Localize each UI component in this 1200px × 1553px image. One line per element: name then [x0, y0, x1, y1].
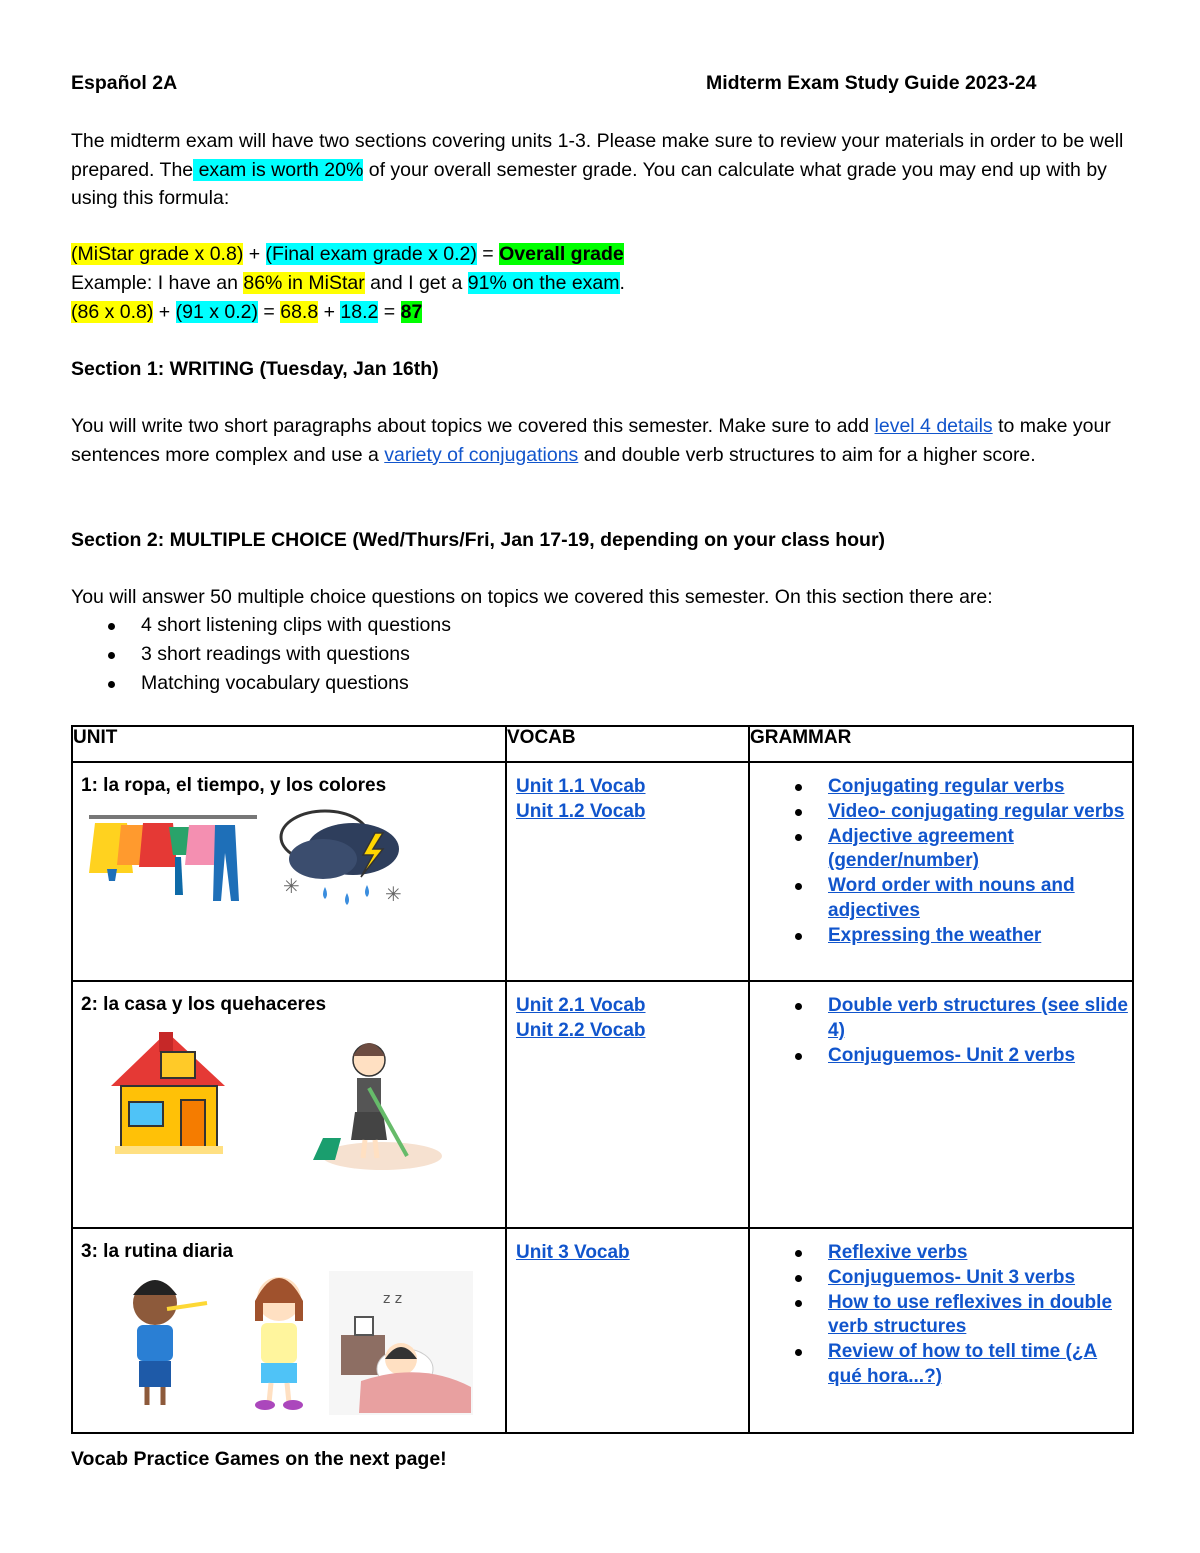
unit-3-vocab-link[interactable]: Unit 3 Vocab — [516, 1242, 630, 1263]
video-conjugating-link[interactable]: Video- conjugating regular verbs — [828, 800, 1125, 822]
list-item — [750, 825, 1132, 875]
word-order-link[interactable]: Word order with nouns and adjectives — [828, 875, 1075, 921]
conjuguemos-unit-2-link[interactable]: Conjuguemos- Unit 2 verbs — [828, 1044, 1076, 1066]
example-line: Example: I have an 86% in MiStar and I get a 91% on the exam. — [71, 272, 625, 294]
list-item — [750, 1291, 1132, 1341]
unit-1-1-vocab-link[interactable]: Unit 1.1 Vocab — [516, 776, 646, 797]
units-table — [71, 725, 1134, 1434]
house-and-chores-illustration — [107, 1028, 447, 1178]
guide-title: Midterm Exam Study Guide 2023-24 — [706, 72, 1037, 94]
header-unit: UNIT — [72, 726, 506, 762]
level-4-details-link[interactable]: level 4 details — [874, 415, 993, 437]
table-row — [72, 981, 1133, 1228]
unit-2-grammar-cell — [749, 981, 1133, 1228]
list-item: Matching vocabulary questions — [98, 669, 451, 698]
unit-1-cell — [72, 762, 506, 981]
boy-brushing-teeth-image — [133, 1280, 207, 1405]
header-grammar: GRAMMAR — [749, 726, 1133, 762]
unit-2-vocab-cell — [506, 981, 749, 1228]
list-item: 4 short listening clips with questions — [98, 611, 451, 640]
tell-time-link[interactable]: Review of how to tell time (¿A qué hora...?) — [828, 1341, 1098, 1387]
table-header-row — [72, 726, 1133, 762]
svg-text:z z: z z — [383, 1291, 403, 1307]
list-item — [750, 924, 1132, 949]
girl-sweeping-image — [313, 1043, 442, 1170]
unit-2-1-vocab-link[interactable]: Unit 2.1 Vocab — [516, 995, 646, 1016]
adjective-agreement-link[interactable]: Adjective agreement (gender/number) — [828, 825, 1014, 872]
header-vocab: VOCAB — [506, 726, 749, 762]
list-item — [750, 994, 1132, 1044]
unit-3-title: 3: la rutina diaria — [81, 1241, 234, 1262]
list-item — [750, 1044, 1132, 1069]
clothes-and-weather-illustration — [85, 803, 425, 913]
variety-of-conjugations-link[interactable]: variety of conjugations — [384, 443, 579, 466]
unit-1-title: 1: la ropa, el tiempo, y los colores — [81, 775, 387, 796]
list-item: 3 short readings with questions — [98, 640, 451, 669]
list-item — [750, 775, 1132, 800]
unit-2-title: 2: la casa y los quehaceres — [81, 994, 327, 1015]
footer-note: Vocab Practice Games on the next page! — [71, 1448, 447, 1470]
conjuguemos-unit-3-link[interactable]: Conjuguemos- Unit 3 verbs — [828, 1266, 1076, 1288]
child-sleeping-image — [329, 1271, 473, 1415]
list-item — [750, 800, 1132, 825]
table-row — [72, 1228, 1133, 1433]
svg-text:✳: ✳ — [283, 874, 300, 898]
daily-routine-illustration — [111, 1269, 481, 1417]
unit-2-2-vocab-link[interactable]: Unit 2.2 Vocab — [516, 1019, 646, 1041]
reflexive-verbs-link[interactable]: Reflexive verbs — [828, 1242, 968, 1263]
unit-3-cell — [72, 1228, 506, 1433]
table-row — [72, 762, 1133, 981]
formula-line: (MiStar grade x 0.8) + (Final exam grade x 0.2) = Overall grade — [71, 243, 624, 265]
list-item — [750, 1340, 1132, 1390]
course-title: Español 2A — [71, 72, 178, 94]
section1-paragraph: You will write two short paragraphs about topics we covered this semester. Make sure to add level 4 details to make your sentences more complex and use a variety of conjugations and double verb structures to aim for a higher score. — [71, 415, 1111, 466]
list-item — [750, 874, 1132, 924]
list-item — [750, 1241, 1132, 1266]
unit-2-cell — [72, 981, 506, 1228]
reflexives-double-verb-link[interactable]: How to use reflexives in double verb structures — [828, 1291, 1113, 1338]
section2-heading: Section 2: MULTIPLE CHOICE (Wed/Thurs/Fri, Jan 17-19, depending on your class hour) — [71, 529, 886, 551]
unit-1-2-vocab-link[interactable]: Unit 1.2 Vocab — [516, 800, 646, 822]
intro-paragraph: The midterm exam will have two sections covering units 1-3. Please make sure to review your materials in order to be well prepared. The exam is worth 20% of your overall semester grade. You can calculate what grade you may end up with by using this formula: — [71, 130, 1124, 209]
worth-highlight: exam is worth 20% — [193, 158, 364, 181]
conjugating-regular-verbs-link[interactable]: Conjugating regular verbs — [828, 776, 1065, 797]
section2-bullets — [98, 611, 451, 698]
svg-text:✳: ✳ — [385, 882, 402, 906]
double-verb-structures-link[interactable]: Double verb structures (see slide 4) — [828, 995, 1128, 1041]
storm-cloud-image — [281, 811, 402, 906]
section2-paragraph: You will answer 50 multiple choice questions on topics we covered this semester. On this section there are: — [71, 586, 993, 608]
house-image — [111, 1032, 225, 1154]
expressing-weather-link[interactable]: Expressing the weather — [828, 924, 1042, 946]
unit-1-grammar-cell — [749, 762, 1133, 981]
overall-grade-label: Overall grade — [499, 243, 624, 265]
clothes-rack-image — [89, 817, 257, 901]
list-item — [750, 1266, 1132, 1291]
girl-waking-image — [255, 1277, 303, 1410]
unit-3-grammar-cell — [749, 1228, 1133, 1433]
unit-1-vocab-cell — [506, 762, 749, 981]
unit-3-vocab-cell — [506, 1228, 749, 1433]
calculation-line: (86 x 0.8) + (91 x 0.2) = 68.8 + 18.2 = 87 — [71, 301, 423, 323]
section1-heading: Section 1: WRITING (Tuesday, Jan 16th) — [71, 358, 439, 380]
total-grade: 87 — [400, 301, 423, 323]
